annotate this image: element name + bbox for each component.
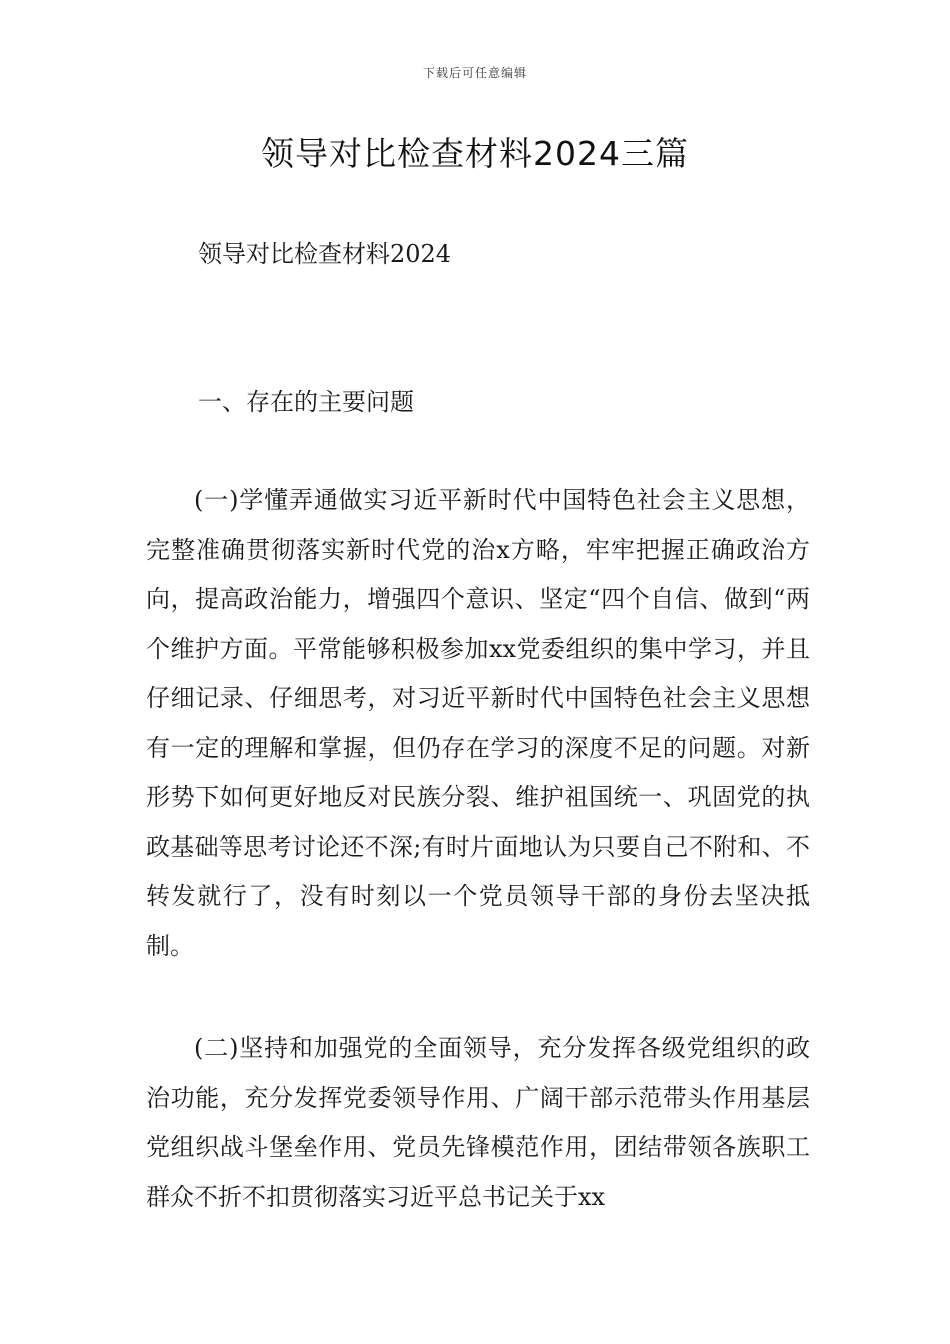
paragraph-1: (一)学懂弄通做实习近平新时代中国特色社会主义思想，完整准确贯彻落实新时代党的治x方略，牢牢把握正确政治方向，提高政治能力，增强四个意识、坚定“四个自信、做到“两个维护方面。平常能够积极参加xx党委组织的集中学习，并且仔细记录、仔细思考，对习近平新时代中国特色社会主义思想有一定的理解和掌握，但仍存在学习的深度不足的问题。对新形势下如何更好地反对民族分裂、维护祖国统一、巩固党的执政基础等思考讨论还不深;有时片面地认为只要自己不附和、不转发就行了，没有时刻以一个党员领导干部的身份去坚决抵制。 bbox=[146, 486, 810, 960]
document-title: 领导对比检查材料2024三篇 bbox=[261, 134, 689, 173]
section-heading: 一、存在的主要问题 bbox=[198, 388, 414, 416]
header-note: 下载后可任意编辑 bbox=[422, 66, 527, 80]
document-subtitle: 领导对比检查材料2024 bbox=[198, 240, 452, 268]
paragraph-2: (二)坚持和加强党的全面领导，充分发挥各级党组织的政治功能，充分发挥党委领导作用、广阔干部示范带头作用基层党组织战斗堡垒作用、党员先锋模范作用，团结带领各族职工群众不折不扣贯彻落实习近平总书记关于xx bbox=[146, 1034, 810, 1211]
